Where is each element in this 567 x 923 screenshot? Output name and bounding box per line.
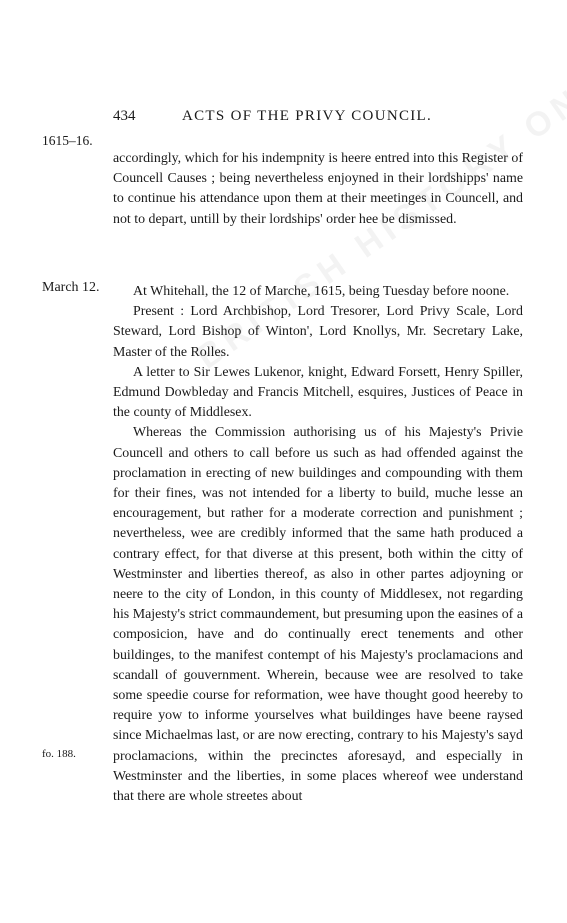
running-title: ACTS OF THE PRIVY COUNCIL.: [182, 108, 433, 124]
letter-address-paragraph: A letter to Sir Lewes Lukenor, knight, Edward Forsett, Henry Spiller, Edmund Dowbleday and Francis Mitchell, esquires, Justices of Peace in the county of Middlesex.: [113, 364, 523, 421]
margin-date: March 12.: [42, 280, 100, 295]
attendance-paragraph: Present : Lord Archbishop, Lord Tresorer, Lord Privy Scale, Lord Steward, Lord Bishop of Winton', Lord Knollys, Mr. Secretary Lake, Master of the Rolles.: [113, 304, 523, 360]
continued-paragraph: [113, 149, 523, 230]
page-number: 434: [113, 108, 136, 124]
margin-folio: fo. 188.: [42, 748, 76, 760]
margin-year: 1615–16.: [42, 133, 93, 148]
paragraph: accordingly, which for his indempnity is heere entred into this Register of Councell Causes ; being nevertheless enjoyned in their lordshipps' name to continue his attendance upon them at their meetinges in Councell, and not to depart, untill by their lordships' order hee be dismissed.: [113, 151, 523, 227]
page-header: [0, 108, 567, 132]
meeting-heading: At Whitehall, the 12 of Marche, 1615, being Tuesday before noone.: [133, 284, 510, 299]
letter-body-paragraph: Whereas the Commission authorising us of his Majesty's Privie Councell and others to call before us such as had offended against the proclamation in erecting of new buildinges and compounding with them for their fines, was not intended for a liberty to build, muche lesse an encouragement, but rather for a moderate correction and punishment ; nevertheless, wee are credibly informed that the same hath produced a contrary effect, for that diverse at this present, both within the citty of Westminster and liberties thereof, as also in other partes adjoyning or neere to the city of London, in this county of Middlesex, not regarding his Majesty's strict commaundement, but presuming upon the easines of a composicion, have and do continually erect tenements and other buildinges, to the manifest contempt of his Majesty's proclamacions and scandall of gouvernment. Wherein, because wee are resolved to take some speedie course for reformation, wee have thought good heereby to require yow to informe yourselves what buildinges have beene raysed since Michaelmas last, or are now erecting, contrary to his Majesty's sayd proclamacions, within the precinctes aforesayd, and especially in Westminster and the liberties, in some places whereof wee understand that there are whole streetes about: [113, 425, 523, 805]
council-entry: [113, 282, 523, 807]
